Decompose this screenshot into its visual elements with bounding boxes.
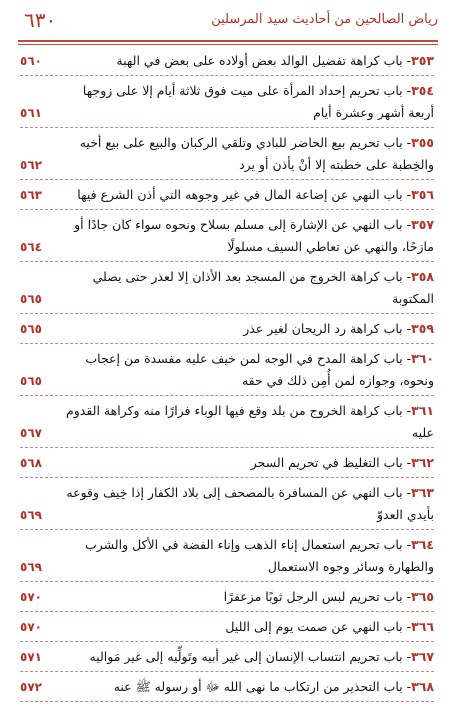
toc-entry-357[interactable] — [20, 214, 434, 262]
toc-entry-356[interactable] — [20, 184, 434, 210]
entry-page-number: ٥٦٩ — [20, 560, 42, 574]
entry-label: - باب تحريم لبس الرجل ثوبًا مزعفرًا — [223, 589, 412, 604]
entry-title — [64, 646, 434, 668]
book-title: رياض الصالحين من أحاديث سيد المرسلين — [211, 12, 438, 27]
entry-title — [64, 266, 434, 310]
entry-label: - باب كراهة الخروج من المسجد بعد الأذان إلا لعذر حتى يصلي المكتوبة — [92, 269, 434, 306]
entry-title — [64, 400, 434, 444]
entry-label: - باب النهي عن المسافرة بالمصحف إلى بلاد الكفار إذا خِيف وقوعه بأيدي العدوّ — [66, 485, 434, 522]
toc-entry-363[interactable] — [20, 482, 434, 530]
running-header — [18, 10, 438, 40]
entry-title — [64, 184, 434, 206]
toc-entry-353[interactable] — [20, 50, 434, 76]
entry-label: - باب تحريم استعمال إناء الذهب وإناء الفضة في الأكل والشرب والطهارة وسائر وجوه الاستعمال — [84, 537, 434, 574]
entry-title — [64, 482, 434, 526]
entry-number: ٣٦٠ — [411, 351, 434, 366]
entry-title — [64, 452, 434, 474]
entry-label: - باب التحذير من ارتكاب ما نهى الله ﷻ أو رسوله ﷺ عنه — [113, 679, 412, 694]
entry-title — [64, 534, 434, 578]
page-number: ٦٣٠ — [24, 8, 57, 32]
toc-entry-354[interactable] — [20, 80, 434, 128]
entry-title — [64, 586, 434, 608]
entry-label: - باب تحريم بيع الحاضر للبادي وتلقي الركبان والبيع على بيع أخيه والخِطبة على خطبته إلا أنْ يأذن أو يرد — [79, 135, 434, 172]
toc-entry-358[interactable] — [20, 266, 434, 314]
entry-title — [64, 132, 434, 176]
entry-title — [64, 616, 434, 638]
toc-entry-364[interactable] — [20, 534, 434, 582]
entry-number: ٣٦٣ — [411, 485, 434, 500]
entry-number: ٣٥٥ — [411, 135, 434, 150]
toc-entry-366[interactable] — [20, 616, 434, 642]
entry-page-number: ٥٦٩ — [20, 508, 42, 522]
entry-page-number: ٥٦٠ — [20, 54, 42, 68]
entry-number: ٣٦٨ — [411, 679, 434, 694]
entry-page-number: ٥٦٥ — [20, 292, 42, 306]
toc-entry-359[interactable] — [20, 318, 434, 344]
entry-label: - باب كراهة رد الريحان لغير عذر — [243, 321, 412, 336]
toc-entry-367[interactable] — [20, 646, 434, 672]
entry-number: ٣٦١ — [411, 403, 434, 418]
entry-page-number: ٥٦٥ — [20, 322, 42, 336]
entry-number: ٣٦٥ — [411, 589, 434, 604]
entry-page-number: ٥٧٠ — [20, 620, 42, 634]
entry-number: ٣٥٩ — [411, 321, 434, 336]
header-divider — [18, 40, 438, 45]
entry-title — [64, 50, 434, 72]
entry-page-number: ٥٦٨ — [20, 456, 42, 470]
entry-title — [64, 214, 434, 258]
entry-label: - باب النهي عن صمت يوم إلى الليل — [225, 619, 412, 634]
entry-page-number: ٥٧٠ — [20, 590, 42, 604]
entry-title — [64, 318, 434, 340]
entry-page-number: ٥٦١ — [20, 106, 42, 120]
entry-page-number: ٥٦٥ — [20, 374, 42, 388]
entry-title — [64, 80, 434, 124]
toc-entry-362[interactable] — [20, 452, 434, 478]
entry-label: - باب كراهة المدح في الوجه لمن خيف عليه مفسدة من إعجاب ونحوه، وجوازه لمن أُمِن ذلك في حقه — [85, 351, 434, 388]
entry-page-number: ٥٦٣ — [20, 188, 42, 202]
entry-page-number: ٥٦٢ — [20, 158, 42, 172]
entry-label: - باب تحريم إحداد المرأة على ميت فوق ثلاثة أيام إلا على زوجها أربعة أشهر وعشرة أيام — [82, 83, 434, 120]
entry-label: - باب تحريم انتساب الإنسان إلى غير أبيه وتَولِّيه إلى غير مَواليه — [89, 649, 412, 664]
entry-label: - باب كراهة تفضيل الوالد بعض أولاده على بعض في الهبة — [116, 53, 412, 68]
entry-label: - باب كراهة الخروج من بلد وقع فيها الوباء فرارًا منه وكراهة القدوم عليه — [66, 403, 434, 440]
table-of-contents — [20, 50, 434, 706]
entry-number: ٣٦٢ — [411, 455, 434, 470]
entry-page-number: ٥٦٧ — [20, 426, 42, 440]
entry-title — [64, 676, 434, 698]
entry-number: ٣٥٦ — [411, 187, 434, 202]
entry-label: - باب النهي عن إضاعة المال في غير وجوهه التي أذن الشرع فيها — [77, 187, 412, 202]
entry-number: ٣٦٧ — [411, 649, 434, 664]
entry-title — [64, 348, 434, 392]
toc-entry-355[interactable] — [20, 132, 434, 180]
entry-page-number: ٥٦٤ — [20, 240, 42, 254]
entry-label: - باب النهي عن الإشارة إلى مسلم بسلاح ونحوه سواء كان جادًا أو مازحًا، والنهي عن تعاطي السيف مسلولًا — [74, 217, 434, 254]
toc-entry-368[interactable] — [20, 676, 434, 702]
toc-entry-361[interactable] — [20, 400, 434, 448]
entry-number: ٣٥٧ — [411, 217, 434, 232]
entry-label: - باب التغليظ في تحريم السحر — [250, 455, 412, 470]
entry-number: ٣٦٦ — [411, 619, 434, 634]
toc-entry-365[interactable] — [20, 586, 434, 612]
entry-number: ٣٦٤ — [411, 537, 434, 552]
entry-number: ٣٥٨ — [411, 269, 434, 284]
entry-number: ٣٥٣ — [411, 53, 434, 68]
entry-page-number: ٥٧٢ — [20, 680, 42, 694]
entry-number: ٣٥٤ — [411, 83, 434, 98]
entry-page-number: ٥٧١ — [20, 650, 42, 664]
toc-entry-360[interactable] — [20, 348, 434, 396]
